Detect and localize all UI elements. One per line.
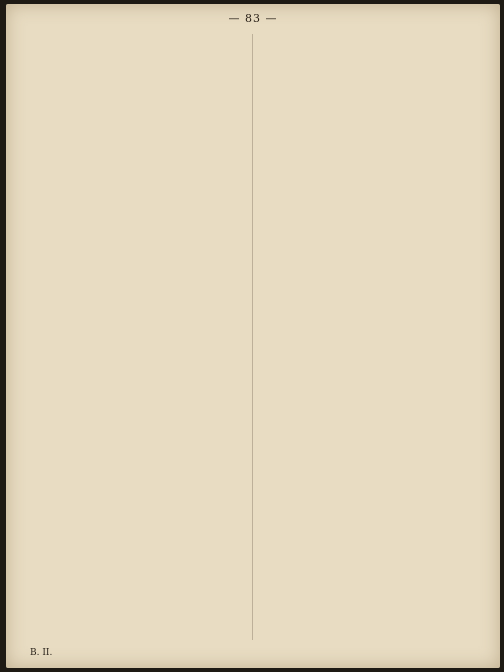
page-number-header: — 83 — bbox=[228, 12, 278, 25]
column-divider bbox=[252, 34, 253, 640]
left-column-text bbox=[20, 32, 246, 644]
printer-signature: B. II. bbox=[30, 648, 53, 658]
right-column-text bbox=[260, 32, 486, 644]
page-footer bbox=[6, 646, 500, 658]
book-page bbox=[6, 4, 500, 668]
